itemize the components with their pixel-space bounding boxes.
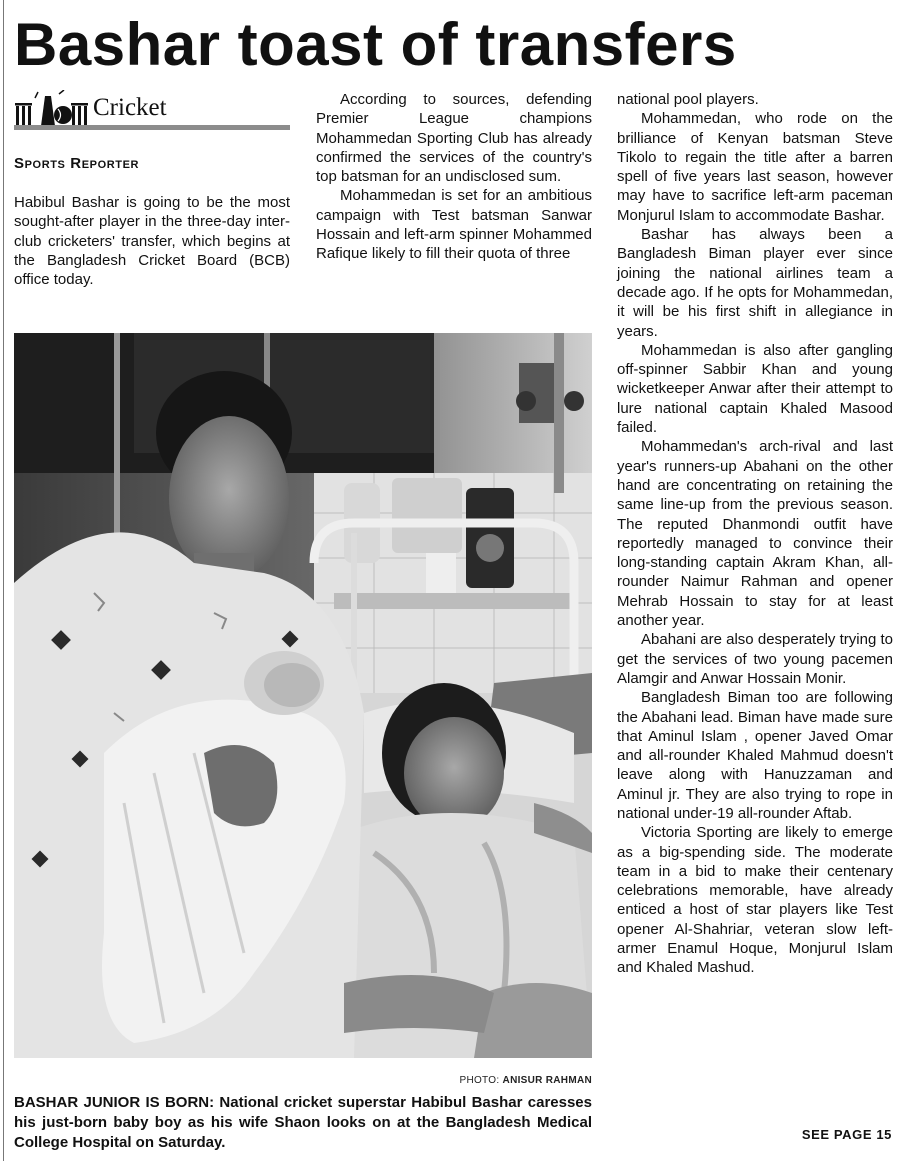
headline: Bashar toast of transfers	[14, 11, 737, 78]
paragraph: Abahani are also desperately trying to get the services of two young pacemen Alamgir and Anwar Hossain Monir.	[617, 631, 893, 687]
left-border-rule	[3, 0, 4, 1161]
see-page-jump: SEE PAGE 15	[801, 1127, 892, 1142]
hospital-photo-illustration	[14, 333, 592, 1058]
paragraph: Mohammedan is also after gangling off-spinner Sabbir Khan and young wicketkeeper Anwar after their attempt to lure national captain Khaled Masood failed.	[617, 341, 893, 437]
byline: Sports Reporter	[14, 155, 140, 172]
photo-credit-prefix: PHOTO:	[459, 1075, 500, 1086]
cricket-logo-icon	[14, 90, 90, 128]
paragraph: Mohammedan is set for an ambitious campaign with Test batsman Sanwar Hossain and left-arm spinner Mohammed Rafique likely to fill their quota of three	[316, 187, 592, 263]
article-column-3	[617, 90, 893, 978]
paragraph: Mohammedan's arch-rival and last year's runners-up Abahani on the other hand are concentrating on retaining the same line-up from the previous season. The reputed Dhanmondi outfit have reportedly managed to convince their long-standing captain Akram Khan, all-rounder Naimur Rahman and opener Mehrab Hossain to stay for at least another year.	[617, 438, 893, 630]
paragraph: Victoria Sporting are likely to emerge as a big-spending side. The moderate team in a bid to make their centenary celebrations memorable, have already enticed a host of star players like Test opener Al-Shahriar, veteran slow left-armer Enamul Hoque, Monjurul Islam and Khaled Mashud.	[617, 824, 893, 977]
paragraph: Bangladesh Biman too are following the Abahani lead. Biman have made sure that Aminul Islam , opener Javed Omar and all-rounder Khaled Mahmud doesn't leave along with Hanuzzaman and Aminul jr. They are also trying to rope in national under-19 all-rounder Aftab.	[617, 689, 893, 822]
paragraph: According to sources, defending Premier League champions Mohammedan Sporting Club has already confirmed the services of the country's top batsman for an undisclosed sum.	[316, 91, 592, 186]
photo-credit-name: ANISUR RAHMAN	[502, 1075, 592, 1086]
section-label: Cricket	[93, 94, 167, 121]
paragraph: national pool players.	[617, 91, 759, 108]
photo-credit	[14, 1075, 592, 1086]
paragraph: Bashar has always been a Bangladesh Biman player ever since joining the national airlines team a decade ago. If he opts for Mohammedan, it will be his first shift in allegiance in years.	[617, 226, 893, 340]
section-header	[14, 88, 290, 130]
paragraph: Mohammedan, who rode on the brilliance of Kenyan batsman Steve Tikolo to regain the title after a barren spell of five years last season, however may have to sacrifice left-arm paceman Monjurul Islam to accommodate Bashar.	[617, 110, 893, 224]
photo-caption: BASHAR JUNIOR IS BORN: National cricket superstar Habibul Bashar caresses his just-born baby boy as his wife Shaon looks on at the Bangladesh Medical College Hospital on Saturday.	[14, 1094, 592, 1151]
section-underline	[14, 125, 290, 130]
article-column-2	[316, 90, 592, 264]
news-photo	[14, 333, 592, 1058]
article-column-1	[14, 193, 290, 289]
paragraph: Habibul Bashar is going to be the most sought-after player in the three-day inter-club cricketers' transfer, which begins at the Bangladesh Cricket Board (BCB) office today.	[14, 194, 290, 289]
